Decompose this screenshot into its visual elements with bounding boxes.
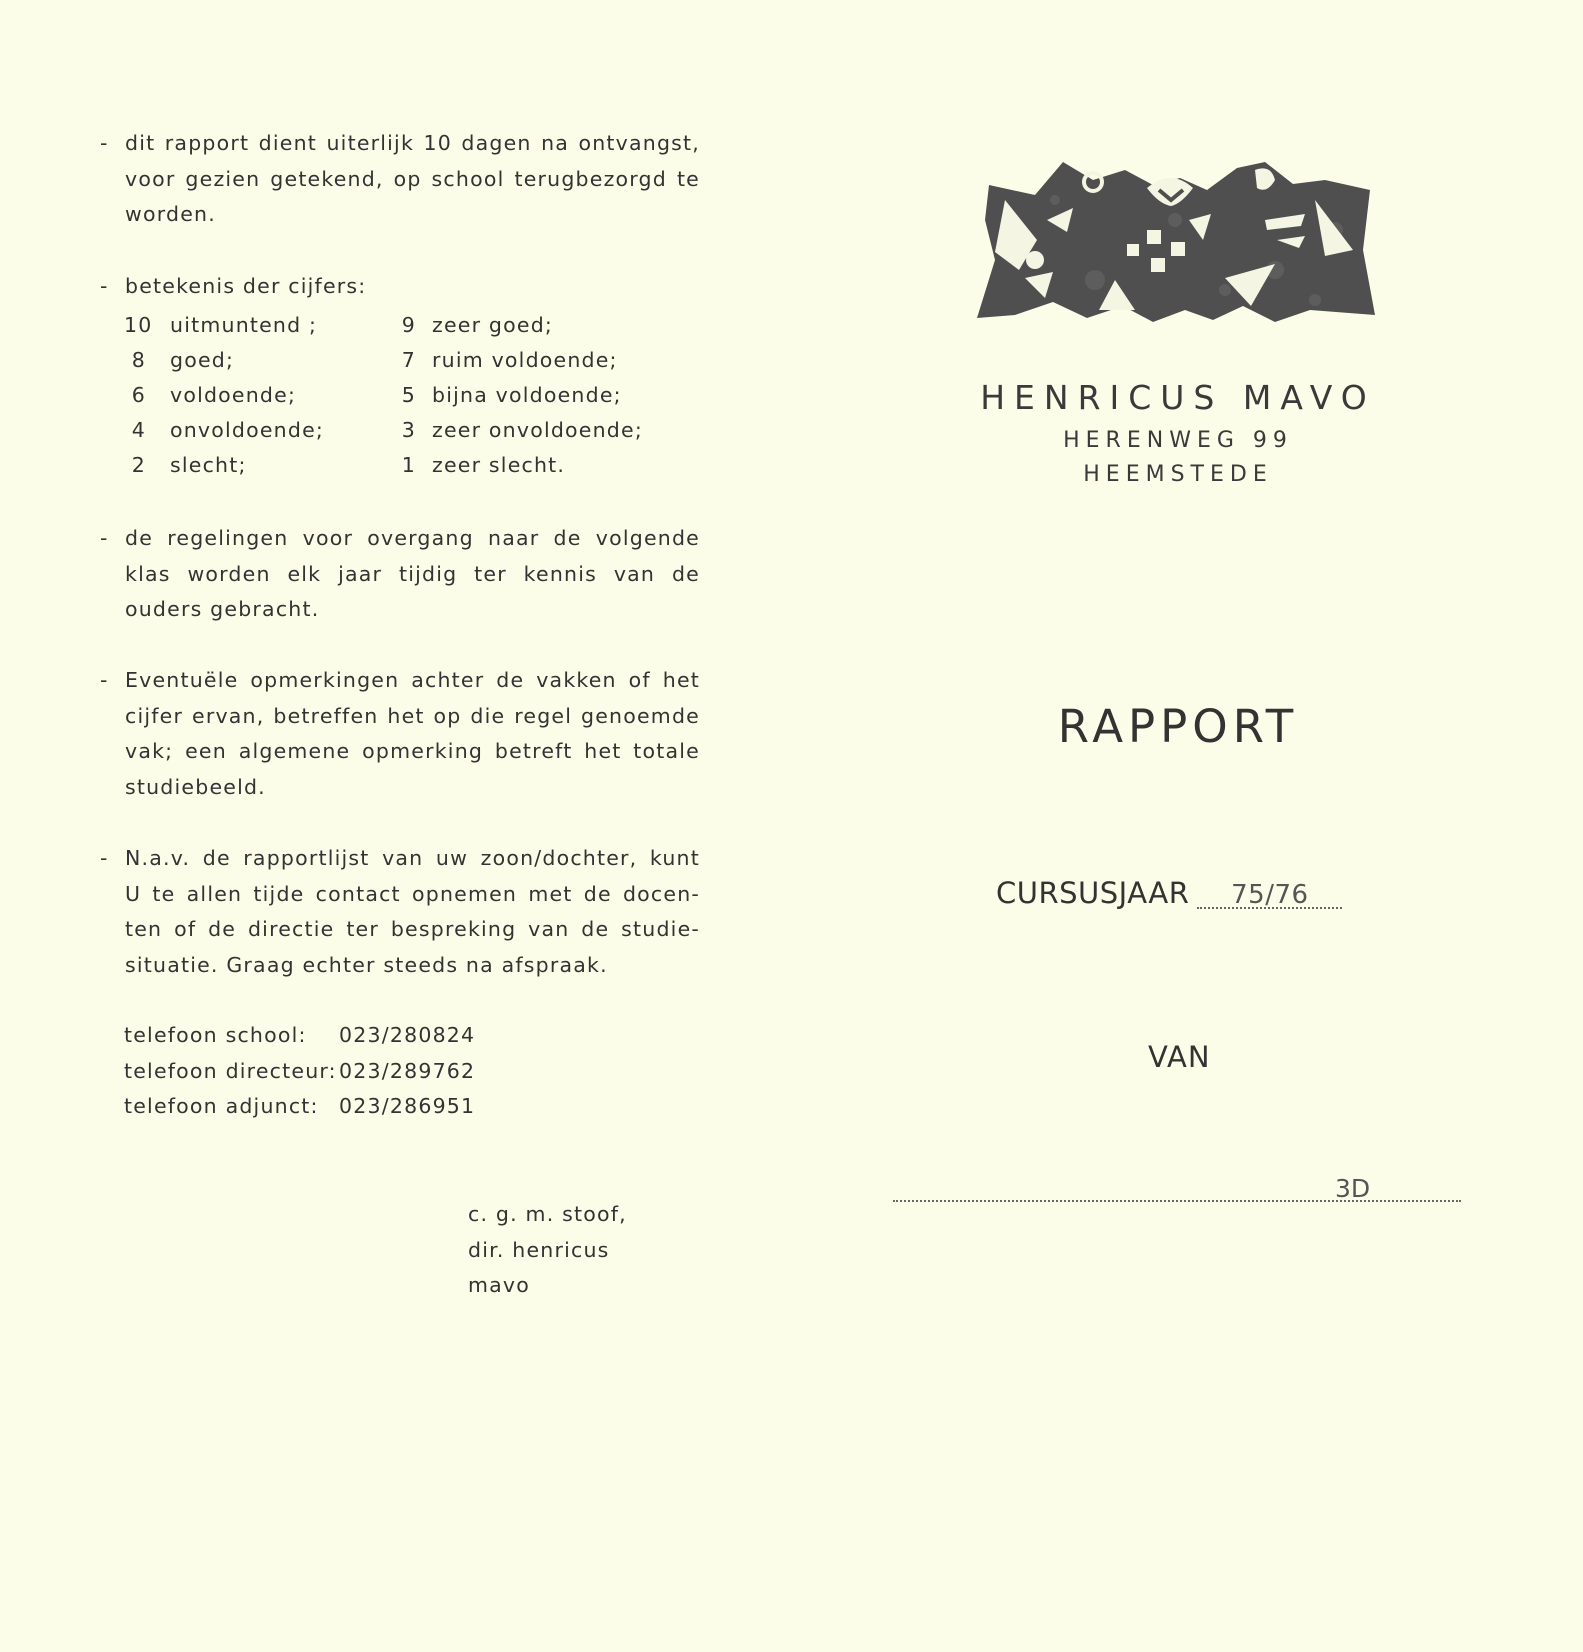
grade-number: 7 [401,348,416,372]
text-line: Eventuële opmerkingen achter de vakken of het [125,668,700,692]
director-signature [468,1197,675,1304]
text-line: cijfer ervan, betreffen het op die regel genoemde [125,703,700,728]
grade-row [124,413,684,448]
grade-number: 3 [401,418,416,442]
grade-number: 4 [131,418,146,442]
phone-label: telefoon directeur: [124,1058,337,1083]
school-city: HEEMSTEDE [1083,462,1273,487]
grade-row [124,448,684,483]
course-year-row [996,876,1342,910]
text-line: voor gezien getekend, op school terugbezorgd te [125,166,700,191]
phone-number: 023/289762 [339,1058,476,1083]
instruction-promotion-rules [100,521,700,628]
grade-label: uitmuntend ; [170,313,318,337]
text-line: U te allen tijde contact opnemen met de docen- [125,881,700,906]
grade-row [124,308,684,343]
text-line: de regelingen voor overgang naar de volgende [125,526,700,550]
course-year-field[interactable]: 75/76 [1197,883,1342,909]
grade-number: 8 [131,348,146,372]
bullet-dash: - [100,274,109,298]
text-line: ouders gebracht. [125,597,320,621]
text-line: klas worden elk jaar tijdig ter kennis van de [125,561,700,586]
school-name: HENRICUS MAVO [980,378,1376,417]
instruction-return-report [100,126,700,233]
grade-number: 5 [401,383,416,407]
text-line: vak; een algemene opmerking betreft het totale [125,739,700,763]
grade-label: onvoldoende; [170,418,324,442]
course-year-label: CURSUSJAAR [996,876,1190,910]
grade-number: 10 [124,313,153,337]
school-emblem-icon [975,160,1385,330]
grade-label: ruim voldoende; [432,348,618,372]
bullet-dash: - [100,846,109,870]
text-line: situatie. Graag echter steeds na afspraak. [125,952,608,977]
instruction-contact [100,841,700,983]
text-line: dit rapport dient uiterlijk 10 dagen na ontvangst, [125,131,700,155]
phone-label: telefoon adjunct: [124,1094,319,1118]
signature-title: dir. henricus mavo [468,1237,610,1297]
text-line: studiebeeld. [125,774,266,799]
grade-label: zeer slecht. [432,453,566,477]
phone-number: 023/280824 [339,1023,476,1047]
grade-legend [124,308,684,483]
text-line: worden. [125,202,216,226]
instruction-grade-meaning [100,269,700,305]
grade-label: zeer goed; [432,313,554,337]
grade-label: goed; [170,348,235,372]
phone-row [124,1054,524,1090]
grade-number: 9 [401,313,416,337]
class-value: 3D [1335,1174,1371,1203]
bullet-dash: - [100,526,109,550]
grade-label: voldoende; [170,383,297,407]
student-name-field[interactable] [893,1176,1461,1202]
bullet-dash: - [100,131,109,155]
student-label: VAN [1148,1040,1211,1074]
phone-list [124,1018,524,1125]
phone-row [124,1018,524,1054]
text-line: ten of de directie ter bespreking van de studie- [125,917,700,941]
text-line: betekenis der cijfers: [125,274,367,298]
bullet-dash: - [100,668,109,692]
grade-label: slecht; [170,453,247,477]
signature-name: c. g. m. stoof, [468,1202,627,1226]
grade-row [124,343,684,378]
instruction-remarks [100,663,700,805]
grade-number: 1 [401,453,416,477]
school-street: HERENWEG 99 [1063,428,1293,453]
phone-number: 023/286951 [339,1094,476,1118]
phone-row [124,1089,524,1125]
grade-number: 2 [131,453,146,477]
grade-label: bijna voldoende; [432,383,622,407]
text-line: N.a.v. de rapportlijst van uw zoon/dochter, kunt [125,846,700,870]
grade-label: zeer onvoldoende; [432,418,643,442]
grade-number: 6 [131,383,146,407]
grade-row [124,378,684,413]
phone-label: telefoon school: [124,1023,307,1047]
report-title: RAPPORT [1057,700,1299,753]
